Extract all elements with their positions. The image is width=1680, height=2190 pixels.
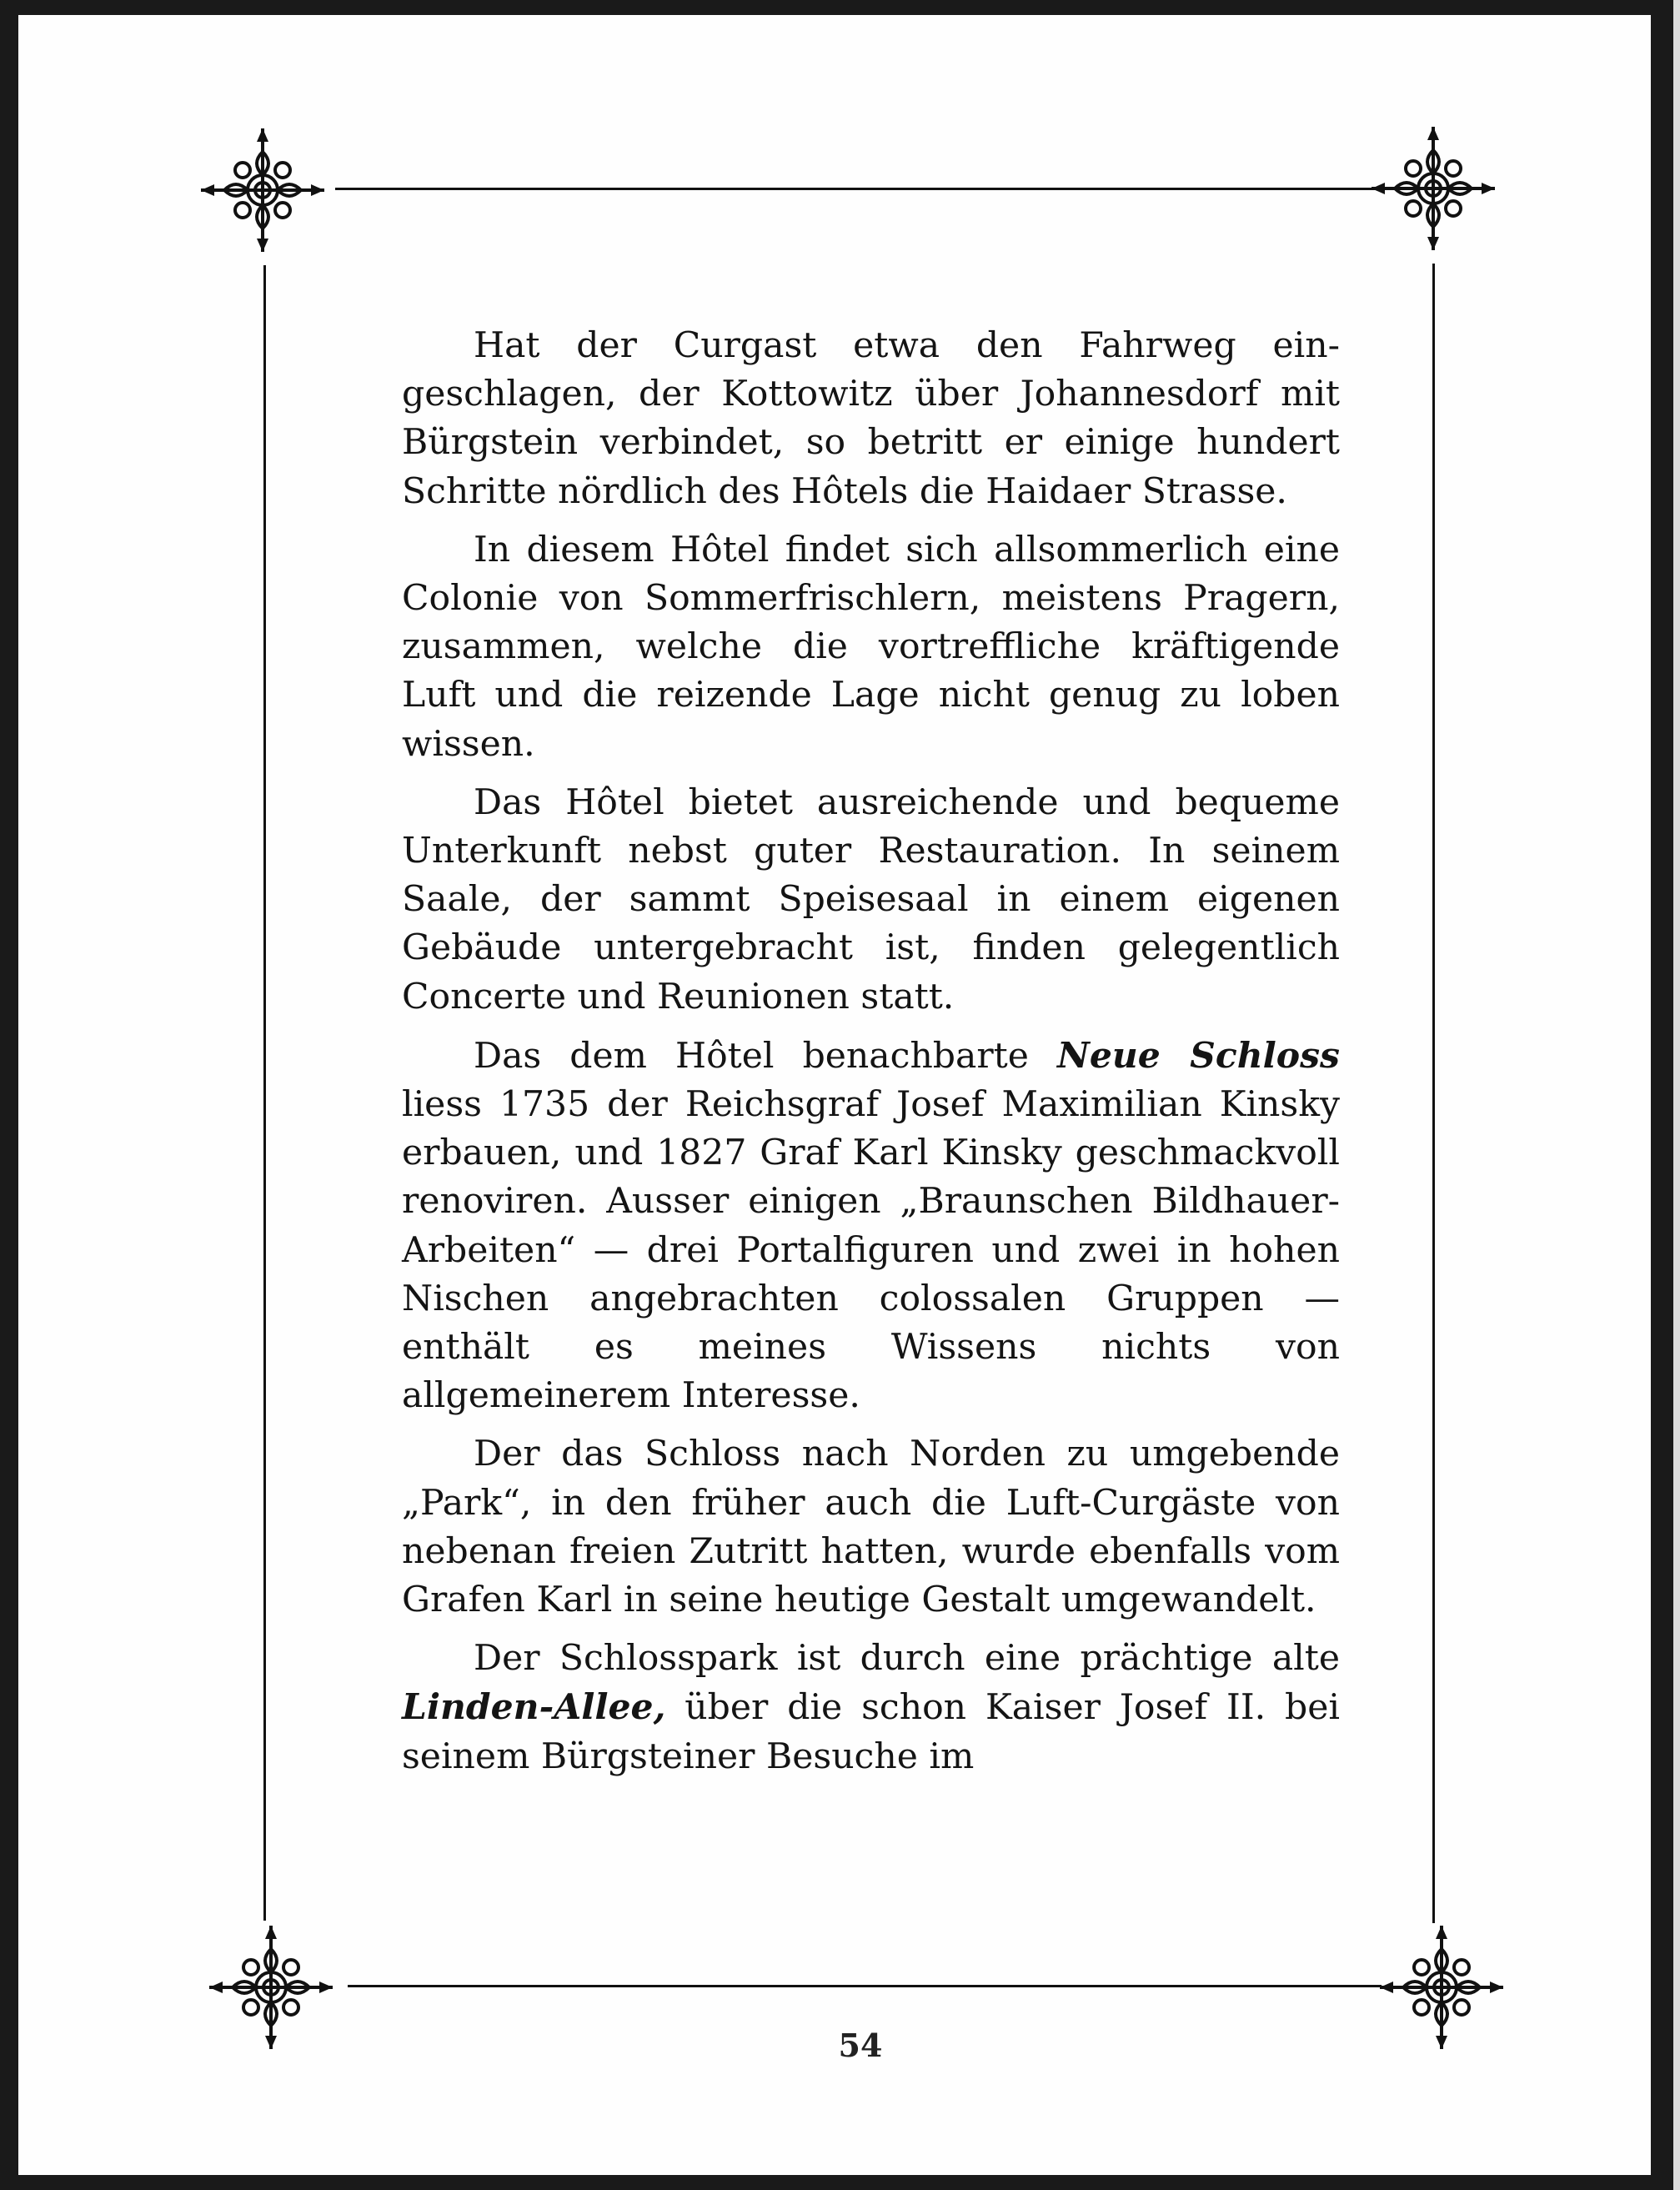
paragraph: [402, 322, 1340, 516]
ornament-icon: [208, 1925, 333, 2050]
book-page: [18, 15, 1651, 2175]
text-segment: Das dem Hôtel benachbarte: [474, 1035, 1057, 1077]
text-segment: Das Hôtel bietet ausreichende und bequeme Unterkunft nebst guter Restauration. In seinem Saale, der sammt Speisesaal in einem eigenen Gebäude untergebracht ist, finden gelegentlich Concerte und Reunionen statt.: [402, 781, 1340, 1017]
ornament-icon: [200, 128, 325, 253]
italic-segment: Neue Schloss: [1056, 1034, 1340, 1077]
text-segment: Der das Schloss nach Norden zu umgebende „Park“, in den früher auch die Luft-Curgäste von nebenan freien Zutritt hatten, wurde ebenfalls vom Grafen Karl in seine heutige Gestalt umgewandelt.: [402, 1434, 1340, 1621]
text-segment: Der Schlosspark ist durch eine prächtige alte: [474, 1638, 1340, 1680]
text-segment: liess 1735 der Reichsgraf Josef Maximilian Kinsky erbauen, und 1827 Graf Karl Kinsky geschmackvoll renoviren. Ausser einigen „Braunschen Bildhauer-Arbeiten“ — drei Portalfiguren und zwei in hohen Nischen angebrachten colossalen Gruppen — enthält es meines Wissens nichts von allgemeinerem Interesse.: [402, 1084, 1340, 1417]
ornament-icon: [1379, 1925, 1504, 2050]
text-segment: In diesem Hôtel findet sich allsommerlich eine Colonie von Sommerfrischlern, meistens Pragern, zusammen, welche die vortreffliche kräftigende Luft und die reizende Lage nicht genug zu loben wissen.: [402, 529, 1340, 765]
page-edge: [1673, 0, 1680, 2190]
body-text: [402, 322, 1340, 1781]
paragraph: [402, 1032, 1340, 1421]
ornament-icon: [1371, 126, 1496, 251]
paragraph: [402, 779, 1340, 1022]
paragraph: [402, 1635, 1340, 1781]
paragraph: [402, 526, 1340, 769]
italic-segment: Linden-Allee,: [402, 1686, 666, 1729]
frame-top-line: [335, 188, 1373, 190]
frame-left-line: [263, 265, 266, 1921]
paragraph: [402, 1430, 1340, 1625]
text-segment: über die schon Kaiser Josef II. bei seinem Bürgsteiner Besuche im: [402, 1687, 1340, 1777]
text-segment: Hat der Curgast etwa den Fahrweg eingeschlagen, der Kottowitz über Johannesdorf mit Bürgstein verbindet, so betritt er einige hundert Schritte nördlich des Hôtels die Haidaer Strasse.: [402, 325, 1340, 512]
frame-right-line: [1432, 264, 1435, 1923]
page-number: 54: [838, 2027, 883, 2064]
frame-bottom-line: [348, 1985, 1382, 1987]
